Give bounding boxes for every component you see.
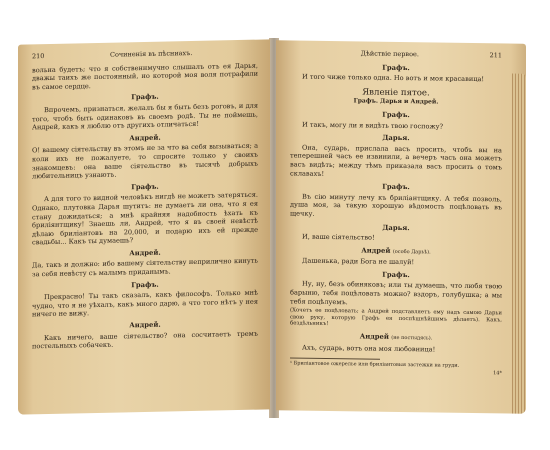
speaker-name — [290, 269, 502, 281]
dialogue-paragraph: Прекрасно! Ты такъ сказалъ, какъ философъ. Только мнѣ чудно, что я не уѣхалъ, какъ много дарю, а что того нѣтъ у нея ничего не вижу. — [32, 288, 258, 319]
scene-characters: Графъ. Дарья и Андрей. — [353, 97, 439, 106]
speaker-label: Дарья. — [382, 223, 410, 232]
dialogue-paragraph: И такъ, могу ли я видѣть твою госпожу? — [302, 120, 444, 131]
speaker-label: Графъ. — [382, 182, 410, 192]
speaker-label: Дарья. — [382, 133, 410, 143]
open-book — [14, 28, 536, 420]
speaker-label: Графъ. — [382, 270, 410, 279]
footnote-rule — [290, 358, 380, 360]
dialogue-paragraph: Дашенька, ради Бога не шалуй! — [302, 256, 415, 267]
speaker-label: Графъ. — [382, 63, 410, 72]
page-edges — [512, 74, 526, 414]
dialogue-paragraph: О! вашему сіятельству въ этомъ не за что ва себя вызываться; а коли ихъ не пожалуете, то спросите только у своихъ знакомцевъ: она ваше сіятельство въ тысячѣ добрыхъ любительницъ узнаютъ. — [32, 141, 258, 181]
right-running-head: Дѣйствіе первое. — [360, 49, 419, 59]
stage-direction: (особо Дарьѣ). — [392, 248, 431, 256]
speaker-name — [290, 109, 502, 121]
speaker-label: Андрей — [361, 246, 391, 255]
dialogue-paragraph: вольна будетъ; что я собственнмучно слышалъ отъ ея Дарья, дважы таихъ же постоянный, но которой моя воля потрафили въ самое сердце. — [32, 61, 258, 92]
left-header — [32, 48, 258, 61]
footnote: ¹ Бриліантовое ожерелье или бриліантовыя застежки на груди. — [290, 360, 460, 370]
dialogue-paragraph: А для того то видной человѣкъ нигдѣ не можетъ затеряться. Однако, плутовка Дарья шутитъ: не думаетъ ли она, что я ея стану дожидаться; а мнѣ крайняя надобность ѣхать къ бриліянтщику! Знаешь ли, Андрей, что я въ своей невѣстѣ дѣлаю бриліантовъ на 20,000, и подарю ихъ ей прежде свадьбы... Какъ ты думаешь? — [32, 190, 258, 247]
speaker-name — [290, 62, 502, 74]
dialogue-paragraph: Впрочемъ, признаться, желалъ бы я быть безъ роговъ, и для того, чтобъ быть одинаковъ въ своемъ родѣ. Ты не поймешь, Андрей, какъ я люблю отъ другихъ отличаться! — [32, 101, 258, 132]
speaker-label: Графъ. — [131, 280, 159, 289]
speaker-name — [290, 133, 502, 145]
left-page-number: 210 — [32, 52, 45, 61]
right-page-body — [290, 62, 502, 378]
right-page-number: 211 — [489, 51, 502, 60]
dialogue-paragraph: И того чиже только одна. Но вотъ и моя красавица! — [302, 72, 485, 84]
speaker-label: Графъ. — [131, 182, 159, 191]
speaker-label: Графъ. — [382, 110, 410, 120]
speaker-label: Графъ. — [131, 93, 159, 102]
dialogue-paragraph: Она, сударь, прислала васъ просить, чтобъ вы на теперешней часъ ее извинили, а вечеръ часъ она можетъ васъ видѣть; между тѣмъ приказала васъ просить о томъ склавахъ! — [290, 143, 502, 178]
dialogue-paragraph: Да, такъ и должно: ибо вашему сіятельству неприлично кинуть за себя невѣсту съ малымъ приданымъ. — [32, 257, 258, 279]
dialogue-paragraph: Ну, ну, безъ обиняковъ; или ты думаешь, что любя твою барыню, тебя поцѣловать можно? вздоръ, голубушка; а мы тебя поцѣлуемъ. — [290, 280, 502, 306]
speaker-name — [290, 331, 502, 344]
stage-direction: (не постыдясь). — [391, 334, 433, 342]
left-page — [18, 39, 270, 414]
speaker-name — [290, 245, 502, 258]
speaker-label: Андрей — [359, 332, 389, 341]
dialogue-paragraph: (Хочетъ ее поцѣловать; а Андрей подставляетъ ему надъ самою Дарьи свою руку, которую Графъ ея поспѣшнѣйшимъ дѣлаетъ). Какъ, бездѣльникъ! — [290, 307, 502, 328]
scene-title: Явленіе пятое. — [362, 87, 430, 99]
dialogue-paragraph: Ахъ, сударь, вотъ она моя любовница! — [302, 343, 436, 354]
right-page — [276, 40, 526, 413]
dialogue-paragraph: Въ сію минуту лечу къ бриліантщику. А тебя позволь, душа моя, за такую хорошую вѣдомость поцѣловать въ щечку. — [290, 192, 502, 218]
speaker-label: Андрей. — [129, 320, 161, 330]
signature-mark: 14* — [493, 370, 502, 377]
speaker-name — [290, 222, 502, 234]
dialogue-paragraph: Какъ ничего, ваше сіятельство? она сосчитаетъ тремъ постельныхъ собачекъ. — [32, 329, 258, 351]
dialogue-paragraph: И, ваше сіятельство! — [302, 232, 375, 242]
left-running-head: Сочиненія въ пѣсниахъ. — [109, 48, 193, 59]
speaker-name — [290, 182, 502, 194]
left-page-body — [32, 61, 258, 351]
right-header — [290, 48, 502, 60]
speaker-label: Андрей. — [129, 248, 161, 258]
speaker-label: Андрей. — [129, 133, 161, 143]
